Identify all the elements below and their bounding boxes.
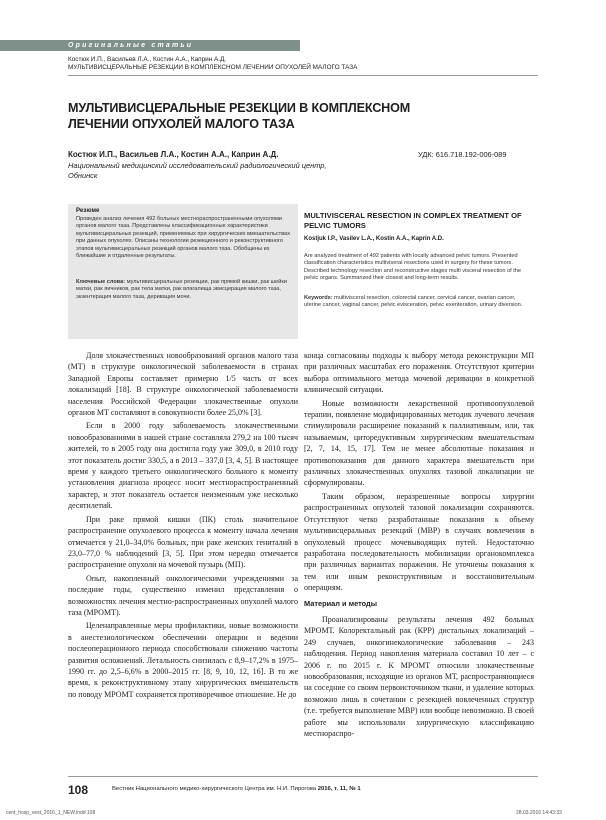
footer-divider: [68, 776, 538, 777]
print-slug-right: 28.03.2016 14:43:33: [516, 810, 562, 816]
keywords-ru: [76, 279, 292, 301]
paragraph: Новые возможности лекарственной противоопухолевой терапии, появление модифицированных методик лучевого лечения стимулировали расширение показаний к паллиативным, или, так называемым, циторедуктивным хирургическим вмешательствам [2, 7, 14, 15, 17]. Тем не менее абсолютные показания и противопоказания для данного характера вмешательств при различных злокачественных опухолях тазовой локализации не сформулированы.: [304, 398, 534, 488]
summary-label: Резюме: [76, 207, 100, 214]
keywords-en-label: Keywords:: [304, 295, 333, 301]
running-header-authors: Костюк И.П., Васильев Л.А., Костин А.А., Каприн А.Д.: [68, 56, 227, 63]
keywords-en-text: multivisceral resection, colorectal cancer, cervical cancer, ovarian cancer, uterine cancer, vaginal cancer, pelvic evisceration, pelvic exenteration, urinary diversion.: [304, 295, 523, 309]
paragraph: Проанализированы результаты лечения 492 больных МРОМТ. Колоректальный рак (КРР) дистальных локализаций – 249 случаев, онкогинекологические заболевания – 243 наблюдения. Период накопления материала составил 10 лет – с 2006 г. по 2015 г. К МРОМТ относили злокачественные новообразования, исходящие из органов МТ, распространяющиеся на соседние со своим первоисточником ткани, и удаление которых возможно лишь в сочетании с резекцией вовлеченных структур (т.е. требуется выполнение МВР) или вообще невозможно. В своей работе мы использовали хирургическую классификацию местнораспро-: [304, 614, 534, 738]
keywords-ru-label: Ключевые слова:: [76, 279, 126, 285]
summary-text: Проведен анализ лечения 492 больных местнораспространенными опухолями органов малого таза. Представлены классификационные характеристики мультивисцеральных резекций, применяемых при хирургических вмешательствах при данных опухолях. Описаны технологии резекционного и реконструктивного этапов мультивисцеральных резекций органов малого таза. Обобщены их ближайшие и отдаленные результаты.: [76, 216, 291, 260]
article-title: МУЛЬТИВИСЦЕРАЛЬНЫЕ РЕЗЕКЦИИ В КОМПЛЕКСНОМ ЛЕЧЕНИИ ОПУХОЛЕЙ МАЛОГО ТАЗА: [68, 101, 411, 131]
article-affiliation: Национальный медицинский исследовательский радиологический центр, Обнинск: [68, 161, 327, 180]
body-column-right: [304, 350, 534, 741]
journal-name: [112, 786, 361, 792]
methods-heading: Материал и методы: [304, 598, 378, 608]
english-authors: Kostjuk I.P., Vasilev L.A., Kostin A.A., Kaprin A.D.: [304, 236, 444, 242]
paragraph: Опыт, накопленный онкологическими учреждениями за последние годы, существенно изменил представления о возможностях лечения местно-распространенных опухолей малого таза (МРОМТ).: [68, 573, 298, 617]
keywords-ru-text: мультивисцеральные резекции, рак прямой кишки, рак шейки матки, рак яичников, рак тела матки, рак влагалища эвисцерация малого таза, экзентерация малого таза, деривация мочи.: [76, 279, 287, 300]
section-tag: Оригинальные статьи: [68, 42, 194, 49]
running-header-title: МУЛЬТИВИСЦЕРАЛЬНЫЕ РЕЗЕКЦИИ В КОМПЛЕКСНОМ ЛЕЧЕНИИ ОПУХОЛЕЙ МАЛОГО ТАЗА: [68, 64, 358, 71]
english-title: MULTIVISCERAL RESECTION IN COMPLEX TREATMENT OF PELVIC TUMORS: [304, 211, 522, 230]
page-number: 108: [68, 783, 89, 797]
udk-code: УДК: 616.718.192-006-089: [418, 150, 507, 159]
header-divider: [68, 75, 538, 76]
journal-title: Вестник Национального медико-хирургического Центра им. Н.И. Пирогова: [112, 786, 317, 792]
paragraph: Таким образом, неразрешенные вопросы хирургии распространенных опухолей тазовой локализации сохраняются. Отсутствуют четко разработанные показания к объему мультивисцеральных резекций (МВР) в случаях вовлечения в опухолевый процесс мочевыводящих путей. Недостаточно разработана последовательность мобилизации органокомплекса при различных вариантах поражения. Не уточнены показания к тем или иным реконструктивным и восстановительным операциям.: [304, 491, 534, 593]
keywords-en: [304, 295, 534, 310]
paragraph: Доля злокачественных новообразований органов малого таза (МТ) в структуре онкологической заболеваемости в странах Западной Европы составляет примерно 1/5 часть от всех локализаций [18]. В структуре онкологической заболеваемости населения Российской Федерации злокачественные опухоли органов МТ составляют в совокупности более 25,0% [3].: [68, 351, 298, 418]
body-column-left: [68, 350, 298, 702]
paragraph: Целенаправленные меры профилактики, новые возможности в анестезиологическом обеспечении операции и ведении послеоперационного периода способствовали снижению частоты развития осложнений. Летальность снизилась с 8,9–17,2% в 1975–1990 гг. до 2,5–6,6% в 2000–2015 гг. [8, 9, 10, 12, 16]. В то же время, к реконструктивному этапу хирургических вмешательств по поводу МРОМТ сохраняется противоречивое отношение. Не до: [68, 621, 298, 699]
paragraph: При раке прямой кишки (ПК) столь значительное распространение опухолевого процесса к моменту начала лечения отмечается у 21,0–34,0% больных, при раке женских гениталий в 23,0–77,0 % наблюдений [3, 5]. При этом нередко отмечается распространение опухоли на мочевой пузырь (МП).: [68, 514, 298, 570]
english-abstract: Are analyzed treatment of 492 patients with locally advanced pelvic tumors. Presented classification characteristics multiviseral resections used in surgery for these tumors. Described technology resection and reconstructive stages multi visceral resection of the pelvic organs. Summarized their closest and long-term results.: [304, 253, 522, 282]
article-authors: Костюк И.П., Васильев Л.А., Костин А.А., Каприн А.Д.: [68, 150, 279, 159]
journal-issue: 2016, т. 11, № 1: [317, 786, 361, 792]
paragraph: Если в 2000 году заболеваемость злокачественными новообразованиями в нашей стране составляла 279,2 на 100 тысяч жителей, то в 2005 году она достигла году уже 309,0, в 2010 году этот показатель достиг 330,5, а в 2013 – 337,0 [3, 4, 5]. В настоящее время у каждого третьего онкологического больного к моменту установления диагноза процесс носит местнораспространенный характер, и этот показатель остается неизменным уже несколько десятилетий.: [68, 421, 298, 511]
paragraph: конца согласованы подходы к выбору метода реконструкции МП при различных масштабах его поражения. Отсутствуют критерии выбора оптимального метода мочевой деривации в конкретной клинической ситуации.: [304, 351, 534, 395]
print-slug-left: cent_hosp_vest_2016_1_NEW.indd 108: [6, 810, 96, 816]
